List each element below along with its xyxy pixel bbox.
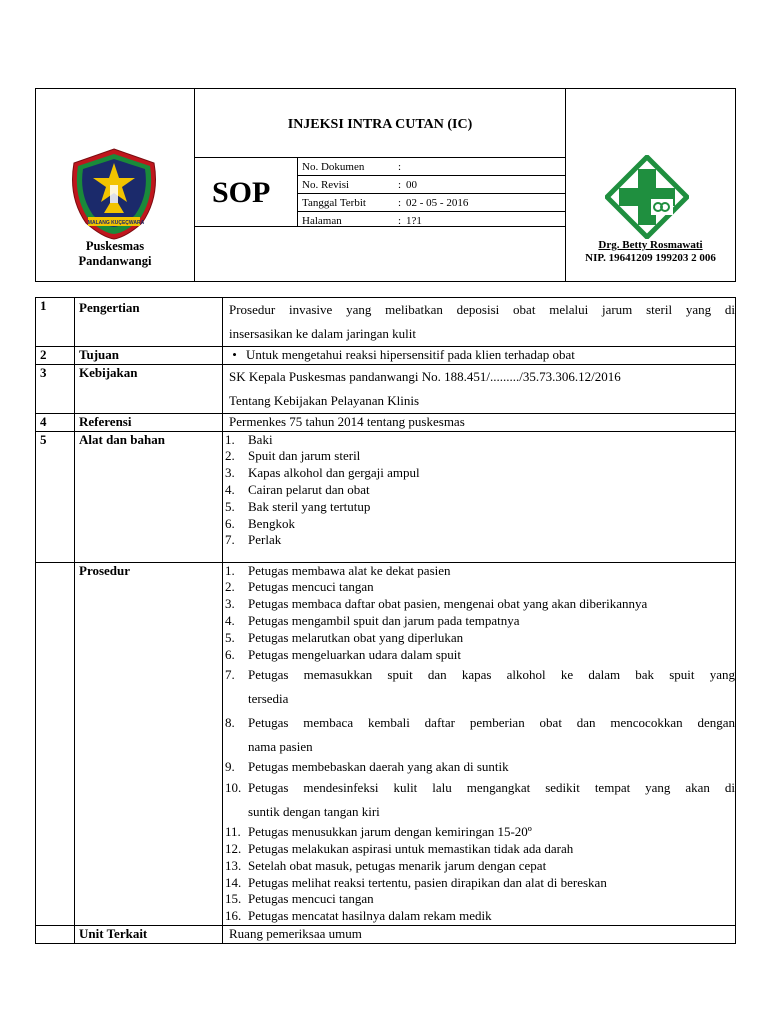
row-label: Prosedur bbox=[75, 562, 223, 925]
prosedur-list bbox=[223, 562, 736, 925]
signatory bbox=[566, 239, 735, 265]
kebijakan-content: SK Kepala Puskesmas pandanwangi No. 188.451/........./35.73.306.12/2016 Tentang Kebijakan Pelayanan Klinis bbox=[223, 364, 736, 413]
bullet-icon: • bbox=[232, 347, 237, 362]
list-item: 8. Petugas membaca kembali daftar pemberian obat dan mencocokkan dengan nama pasien bbox=[225, 715, 735, 755]
list-item: 7. Perlak bbox=[225, 532, 282, 548]
row-number: 2 bbox=[36, 347, 75, 365]
list-item: 3. Kapas alkohol dan gergaji ampul bbox=[225, 465, 420, 481]
puskesmas-logo bbox=[605, 155, 689, 239]
row-number: 3 bbox=[36, 364, 75, 413]
list-item: 12. Petugas melakukan aspirasi untuk memastikan tidak ada darah bbox=[225, 840, 574, 856]
row-number: 4 bbox=[36, 413, 75, 431]
row-tujuan bbox=[36, 347, 736, 365]
meta-row-revisi: No. Revisi : 00 bbox=[298, 176, 565, 194]
row-label: Tujuan bbox=[75, 347, 223, 365]
signatory-name: Drg. Betty Rosmawati bbox=[598, 239, 703, 251]
row-number: 5 bbox=[36, 431, 75, 562]
emblem-caption: MALANG KUÇEÇWARA bbox=[87, 220, 145, 226]
row-label: Kebijakan bbox=[75, 364, 223, 413]
list-item: 1. Baki bbox=[225, 431, 273, 447]
pengertian-content: Prosedur invasive yang melibatkan deposisi obat melalui jarum steril yang di insersasikan ke dalam jaringan kulit bbox=[223, 298, 736, 347]
row-alat-dan-bahan bbox=[36, 431, 736, 562]
row-label: Referensi bbox=[75, 413, 223, 431]
organization-name: Puskesmas Pandanwangi bbox=[78, 239, 152, 268]
health-cross-icon bbox=[605, 155, 689, 239]
malang-city-emblem bbox=[64, 147, 164, 241]
row-prosedur bbox=[36, 562, 736, 925]
referensi-content: Permenkes 75 tahun 2014 tentang puskesmas bbox=[223, 413, 736, 431]
list-item: 1. Petugas membawa alat ke dekat pasien bbox=[225, 562, 451, 578]
list-item: 5. Petugas melarutkan obat yang diperlukan bbox=[225, 629, 464, 645]
emblem-shield-icon bbox=[64, 147, 164, 241]
alat-list bbox=[223, 431, 736, 562]
list-item: 7. Petugas memasukkan spuit dan kapas alkohol ke dalam bak spuit yang tersedia bbox=[225, 667, 735, 707]
list-item: 13. Setelah obat masuk, petugas menarik jarum dengan cepat bbox=[225, 857, 547, 873]
row-label: Alat dan bahan bbox=[75, 431, 223, 562]
meta-row-dokumen: No. Dokumen : bbox=[298, 158, 565, 176]
unit-content: Ruang pemeriksaa umum bbox=[223, 925, 736, 943]
list-item: 6. Bengkok bbox=[225, 515, 295, 531]
row-label: Pengertian bbox=[75, 298, 223, 347]
list-item: 11. Petugas menusukkan jarum dengan kemiringan 15-20º bbox=[225, 824, 532, 840]
list-item: 5. Bak steril yang tertutup bbox=[225, 498, 371, 514]
row-kebijakan bbox=[36, 364, 736, 413]
tujuan-content: • Untuk mengetahui reaksi hipersensitif pada klien terhadap obat bbox=[223, 347, 736, 365]
list-item: 9. Petugas membebaskan daerah yang akan di suntik bbox=[225, 759, 509, 775]
list-item: 3. Petugas membaca daftar obat pasien, mengenai obat yang akan diberikannya bbox=[225, 596, 648, 612]
document-title: INJEKSI INTRA CUTAN (IC) bbox=[287, 117, 473, 132]
sop-header bbox=[35, 88, 736, 282]
list-item: 16. Petugas mencatat hasilnya dalam rekam medik bbox=[225, 908, 492, 924]
sop-label: SOP bbox=[212, 176, 271, 209]
signatory-nip: NIP. 19641209 199203 2 006 bbox=[585, 252, 716, 264]
list-item: 2. Spuit dan jarum steril bbox=[225, 448, 361, 464]
meta-table bbox=[298, 158, 565, 229]
row-referensi bbox=[36, 413, 736, 431]
list-item: 4. Cairan pelarut dan obat bbox=[225, 481, 370, 497]
meta-row-halaman: Halaman : 1?1 bbox=[302, 214, 422, 227]
sop-content-table bbox=[35, 297, 736, 944]
list-item: 15. Petugas mencuci tangan bbox=[225, 891, 374, 907]
row-label: Unit Terkait bbox=[75, 925, 223, 943]
list-item: 14. Petugas melihat reaksi tertentu, pasien dirapikan dan alat di bereskan bbox=[225, 874, 607, 890]
row-number: 1 bbox=[36, 298, 75, 347]
meta-row-tanggal: Tanggal Terbit : 02 - 05 - 2016 bbox=[298, 194, 565, 212]
row-pengertian bbox=[36, 298, 736, 347]
list-item: 2. Petugas mencuci tangan bbox=[225, 579, 374, 595]
list-item: 6. Petugas mengeluarkan udara dalam spuit bbox=[225, 646, 461, 662]
list-item: 10. Petugas mendesinfeksi kulit lalu mengangkat sedikit tempat yang akan di suntik dengan tangan kiri bbox=[225, 780, 735, 820]
row-unit-terkait bbox=[36, 925, 736, 943]
list-item: 4. Petugas mengambil spuit dan jarum pada tempatnya bbox=[225, 612, 520, 628]
